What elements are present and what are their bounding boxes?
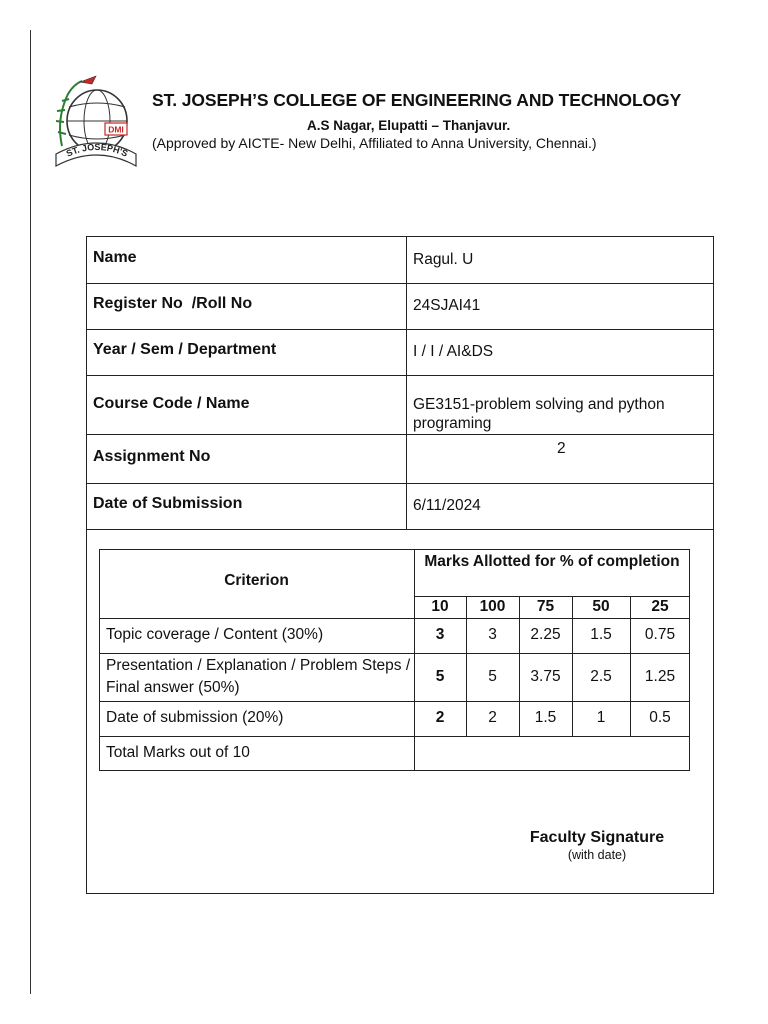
faculty-signature-note: (with date) <box>567 848 627 862</box>
detail-label: Name <box>93 249 137 266</box>
mark-value: 1.5 <box>590 626 612 643</box>
assignment-cover-form <box>86 236 714 894</box>
mark-value: 2 <box>435 709 445 726</box>
mark-value: 5 <box>435 668 445 685</box>
detail-value: 2 <box>557 440 566 457</box>
mark-value: 1.5 <box>534 709 557 726</box>
mark-value: 1.25 <box>644 668 676 685</box>
detail-label: Year / Sem / Department <box>93 341 277 358</box>
details-row-course <box>87 376 713 435</box>
svg-text:ST. JOSEPH'S: ST. JOSEPH'S <box>64 141 130 159</box>
detail-label: Assignment No <box>93 448 211 465</box>
faculty-signature-block <box>519 829 675 862</box>
mark-value: 3 <box>435 626 445 643</box>
column-header: 75 <box>536 598 555 615</box>
detail-value: I / I / AI&DS <box>413 343 494 360</box>
mark-value: 5 <box>488 668 497 685</box>
mark-value: 2.5 <box>590 668 612 685</box>
column-header: 25 <box>651 598 669 615</box>
column-header: 100 <box>479 598 506 615</box>
criterion-label: Presentation / Explanation / Problem Steps / Final answer (50%) <box>106 657 411 696</box>
mark-value: 1 <box>596 709 606 726</box>
details-row-date-of-submission <box>87 484 713 530</box>
mark-value: 2 <box>488 709 497 726</box>
detail-value: Ragul. U <box>413 251 474 268</box>
college-approval: (Approved by AICTE- New Delhi, Affiliated to Anna University, Chennai.) <box>152 135 597 151</box>
detail-value: 24SJAI41 <box>413 297 481 314</box>
marks-allotted-header: Marks Allotted for % of completion <box>424 553 680 570</box>
total-marks-label: Total Marks out of 10 <box>106 744 250 761</box>
college-crest-globe-icon <box>52 74 138 174</box>
criterion-label: Date of submission (20%) <box>106 709 284 726</box>
details-row-year-sem-department <box>87 330 713 376</box>
criterion-header: Criterion <box>224 572 289 589</box>
mark-value: 3.75 <box>530 668 561 685</box>
mark-value: 2.25 <box>530 626 561 643</box>
mark-value: 0.75 <box>644 626 676 643</box>
detail-label: Course Code / Name <box>93 395 250 412</box>
detail-value: GE3151-problem solving and python programing <box>413 396 665 432</box>
criterion-label: Topic coverage / Content (30%) <box>106 626 324 643</box>
mark-value: 0.5 <box>649 709 671 726</box>
marks-table <box>99 549 690 771</box>
column-header: 10 <box>431 598 449 615</box>
column-header: 50 <box>592 598 610 615</box>
svg-text:DMI: DMI <box>108 124 124 135</box>
college-name: ST. JOSEPH’S COLLEGE OF ENGINEERING AND TECHNOLOGY <box>152 90 682 110</box>
details-row-register-no <box>87 284 713 330</box>
mark-value: 3 <box>488 626 497 643</box>
details-row-name <box>87 237 713 284</box>
page-left-border <box>30 30 31 994</box>
detail-label: Register No /Roll No <box>93 295 253 312</box>
detail-value: 6/11/2024 <box>413 497 481 514</box>
faculty-signature-label: Faculty Signature <box>529 829 665 846</box>
college-address: A.S Nagar, Elupatti – Thanjavur. <box>307 118 511 133</box>
detail-label: Date of Submission <box>93 495 243 512</box>
details-row-assignment-no <box>87 435 713 484</box>
college-header <box>48 72 738 182</box>
